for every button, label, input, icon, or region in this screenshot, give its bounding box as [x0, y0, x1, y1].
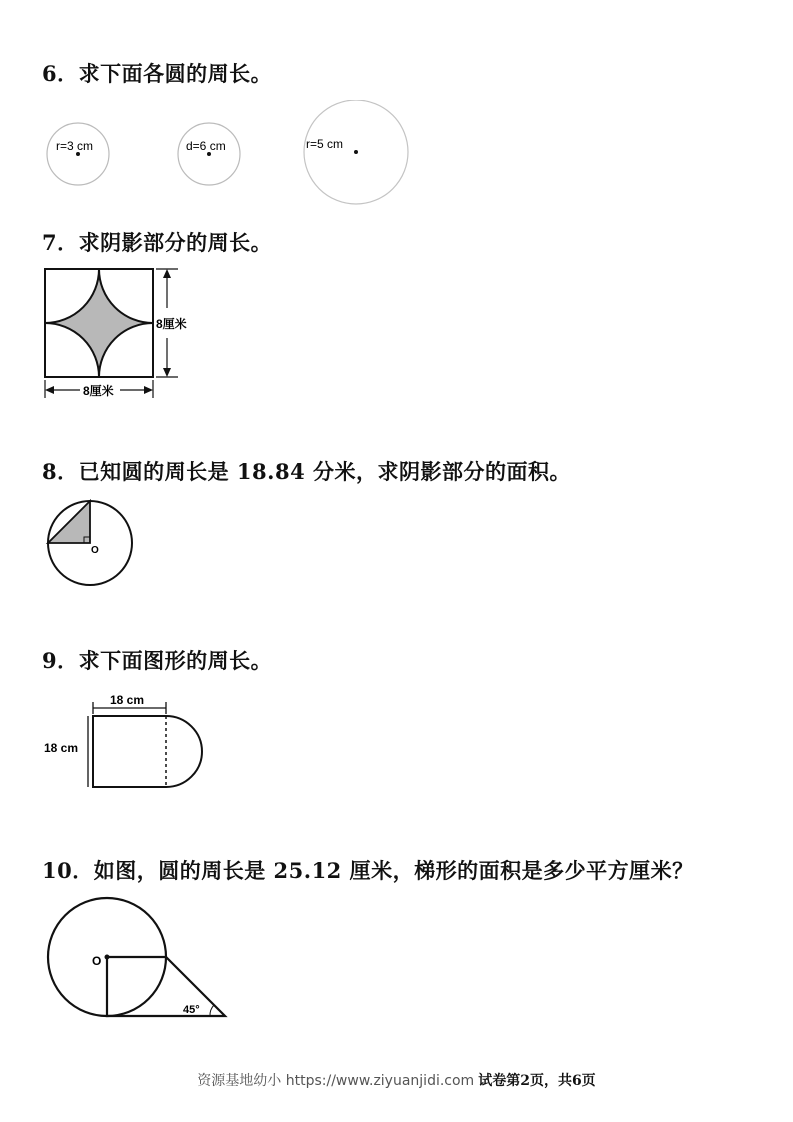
circle-d6	[178, 123, 240, 185]
q8-circle-figure	[40, 495, 140, 593]
question-8: 8．已知圆的周长是 18.84 分米，求阴影部分的面积。	[42, 459, 571, 484]
circle-r5	[304, 100, 408, 204]
circle-r3	[47, 123, 109, 185]
q7-right-label: 8厘米	[156, 317, 187, 331]
square-with-semicircle	[93, 716, 202, 787]
q9-left-label: 18 cm	[44, 741, 79, 755]
q10-angle-label: 45°	[183, 1004, 200, 1016]
circle-d6-label: d=6 cm	[186, 139, 226, 153]
question-6: 6．求下面各圆的周长。	[42, 61, 273, 86]
question-9: 9．求下面图形的周长。	[42, 648, 273, 673]
question-7: 7．求阴影部分的周长。	[42, 230, 273, 255]
q7-bottom-label: 8厘米	[83, 384, 114, 398]
page-footer	[0, 1070, 793, 1090]
watermark-text: 资源基地幼小 https://www.ziyuanjidi.com	[197, 1073, 475, 1089]
question-10: 10．如图，圆的周长是 25.12 厘米，梯形的面积是多少平方厘米？	[42, 858, 694, 883]
q9-top-label: 18 cm	[110, 693, 145, 707]
shaded-star-region	[45, 269, 153, 377]
q8-center-label: O	[91, 545, 99, 556]
q9-shape-figure	[40, 690, 220, 794]
circle-r5-label: r=5 cm	[306, 137, 344, 151]
q6-circles-figure	[38, 100, 418, 212]
circle-r3-label: r=3 cm	[56, 139, 94, 153]
q10-center-label: O	[92, 954, 102, 968]
page-number: 试卷第2页，共6页	[478, 1073, 596, 1089]
q10-circle-trapezoid-figure	[40, 893, 240, 1025]
q7-square-figure	[38, 262, 218, 404]
